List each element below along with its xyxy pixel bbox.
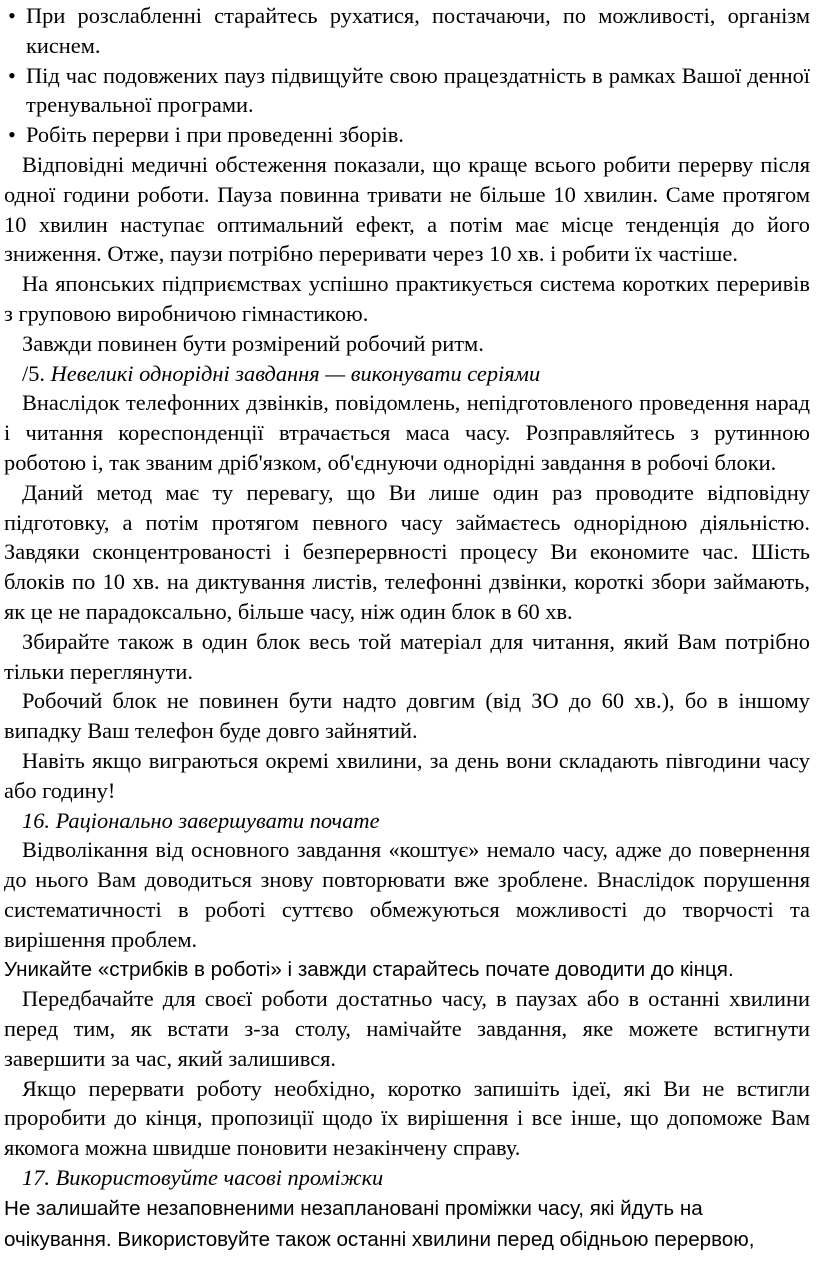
paragraph-block-method: Даний метод має ту перевагу, що Ви лише один раз проводите відповідну підготовку, а потім протягом певного часу займаєтесь однорідною діяльністю. Завдяки сконцентрованості і безперервності процесу Ви економите час. Шість блоків по 10 хв. на диктування листів, телефонні дзвінки, короткі збори займають, як це не парадоксально, більше часу, ніж один блок в 60 хв. [4,479,810,624]
paragraph-break-timing: Відповідні медичні обстеження показали, що краще всього робити перерву після одної години роботи. Пауза повинна тривати не більше 10 хвилин. Саме протягом 10 хвилин наступає оптимальний ефект, а потім має місце тенденція до його зниження. Отже, паузи потрібно переривати через 10 хв. і робити їх частіше. [4,151,810,267]
bullet-icon: • [8,3,16,28]
bullet-text: При розслабленні старайтесь рухатися, постачаючи, по можливості, організм киснем. [26,3,810,58]
bullet-icon: • [8,62,16,88]
paragraph-minutes-saved: Навіть якщо виграються окремі хвилини, за день вони складають півгодини часу або годину! [4,747,810,803]
bullet-item [4,120,810,150]
section-heading-16: 16. Раціонально завершувати почате [22,807,380,833]
paragraph-time-loss: Внаслідок телефонних дзвінків, повідомлень, непідготовленого проведення нарад і читання кореспонденції втрачається маса часу. Розправляйтесь з рутинною роботою і, так званим дріб'язком, об'єднуючи однорідні завдання в робочі блоки. [4,390,810,475]
bullet-icon: • [8,122,16,148]
section-number: /5. [22,360,46,386]
paragraph-japanese-gymnastics: На японських підприємствах успішно практикується система коротких переривів з груповою виробничою гімнастикою. [4,271,810,326]
bullet-text: Робіть перерви і при проведенні зборів. [26,122,404,148]
paragraph-avoid-jumps: Уникайте «стрибків в роботі» і завжди старайтесь почате доводити до кінця. [4,957,734,981]
bullet-item [4,61,810,121]
bullet-text: Під час подовжених пауз підвищуйте свою працездатність в рамках Вашої денної тренувальної програми. [26,62,810,118]
paragraph-block-length: Робочий блок не повинен бути надто довгим (від ЗО до 60 хв.), бо в іншому випадку Ваш телефон буде довго зайнятий. [4,688,810,744]
paragraph-plan-time: Передбачайте для своєї роботи достатньо часу, в паузах або в останні хвилини перед тим, як встати з-за столу, намічайте завдання, яке можете встигнути завершити за час, який залишився. [4,986,810,1071]
paragraph-use-gaps: Не залишайте незаповненими незаплановані проміжки часу, які йдуть на очікування. Використовуйте також останні хвилини перед обідньою перервою, [4,1196,755,1251]
paragraph-work-rhythm: Завжди повинен бути розмірений робочий ритм. [22,330,484,356]
paragraph-write-ideas: Якщо перервати роботу необхідно, коротко запишіть ідеї, які Ви не встигли проробити до кінця, пропозиції щодо їх вирішення і все інше, що допоможе Вам якомога можна швидше поновити незакінчену справу. [4,1075,810,1161]
section-title: Невеликі однорідні завдання — виконувати серіями [50,360,541,386]
paragraph-reading-block: Збирайте також в один блок весь той матеріал для читання, який Вам потрібно тільки переглянути. [4,628,810,684]
bullet-item [4,1,810,61]
paragraph-distraction: Відволікання від основного завдання «коштує» немало часу, адже до повернення до нього Вам доводиться знову повторювати вже зроблене. Внаслідок порушення систематичності в роботі суттєво обмежуються можливості до творчості та вирішення проблем. [4,837,810,952]
section-heading-17: 17. Використовуйте часові проміжки [22,1165,384,1191]
section-heading-15 [4,359,810,389]
